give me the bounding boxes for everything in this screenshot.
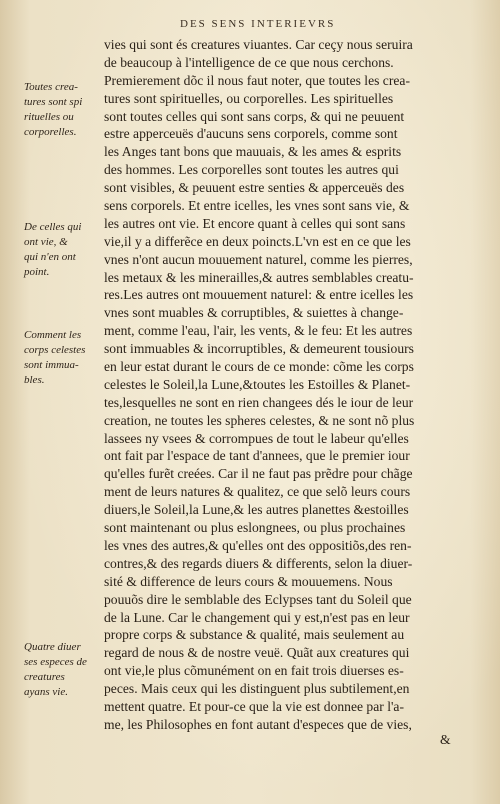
margin-note-line: Comment les [24, 329, 82, 341]
margin-note-quatre-diuerses [24, 640, 104, 700]
text-line: pouuõs dire le semblable des Eclypses tant du Soleil que [104, 591, 412, 607]
margin-note-line: tures sont spi [24, 96, 83, 108]
margin-note-line: creatures [24, 671, 65, 683]
text-line: vie,il y a differẽce en deux poincts.L'vn est en ce que les [104, 233, 411, 249]
text-line: celestes le Soleil,la Lune,&toutes les Estoilles & Planet- [104, 376, 411, 392]
text-line: me, les Philosophes en font autant d'especes que de vies, [104, 716, 412, 732]
text-line: les metaux & les minerailles,& autres semblables creatu- [104, 269, 414, 285]
text-line: regard de nous & de nostre veuë. Quãt aux creatures qui [104, 645, 410, 661]
main-text-block [104, 36, 460, 734]
margin-note-line: rituelles ou [24, 111, 74, 123]
text-line: propre corps & substance & qualité, mais seulement au [104, 627, 405, 643]
text-line: creation, ne toutes les spheres celestes, & ne sont nõ plus [104, 412, 415, 428]
text-line: les vnes des autres,& qu'elles ont des oppositiõs,des ren- [104, 537, 412, 553]
margin-note-line: bles. [24, 374, 45, 386]
text-line: tes,lesquelles ne sont en rien changees dés le iour de leur [104, 394, 414, 410]
text-line: ont vie,le plus cõmunément on en fait trois diuerses es- [104, 663, 404, 679]
text-line: sont visibles, & peuuent estre senties & apperceuës des [104, 180, 405, 196]
margin-note-line: Toutes crea- [24, 81, 78, 93]
text-line: ment, comme l'eau, l'air, les vents, & le feu: Et les autres [104, 323, 413, 339]
margin-note-line: corporelles. [24, 126, 77, 138]
catchword: & [440, 732, 451, 747]
text-line: qu'elles furẽt creées. Car il ne faut pas prẽdre pour chãge [104, 466, 413, 482]
text-line: vnes sont muables & corruptibles, & suiettes à change- [104, 305, 404, 321]
running-header: DES SENS INTERIEVRS [180, 18, 336, 30]
text-line: peces. Mais ceux qui les distinguent plus subtilement,en [104, 681, 410, 697]
text-line: vies qui sont és creatures viuantes. Car ceçy nous seruira [104, 37, 413, 52]
margin-note-line: ont vie, & [24, 236, 68, 248]
margin-note-toutes-creatures [24, 80, 104, 140]
text-line: estre apperceuës d'aucuns sens corporels, comme sont [104, 126, 398, 142]
text-line: de la Lune. Car le changement qui y est,n'est pas en leur [104, 609, 410, 625]
text-line: les Anges tant bons que mauuais, & les ames & esprits [104, 144, 402, 160]
text-line: diuers,le Soleil,la Lune,& les autres planettes &estoilles [104, 502, 409, 518]
text-line: res.Les autres ont mouuement naturel: & entre icelles les [104, 287, 414, 303]
text-line: tures sont spirituelles, ou corporelles. Les spirituelles [104, 90, 394, 106]
margin-note-line: ayans vie. [24, 686, 68, 698]
margin-note-line: corps celestes [24, 344, 86, 356]
text-line: vnes n'ont aucun mouuement naturel, comme les pierres, [104, 251, 413, 267]
text-line: ment de leurs natures & qualitez, ce que selõ leurs cours [104, 484, 411, 500]
text-line: sont toutes celles qui sont sans corps, & qui ne peuuent [104, 108, 405, 124]
text-line: lassees ny vsees & corrompues de tout le labeur qu'elles [104, 430, 409, 446]
margin-note-line: sont immua- [24, 359, 79, 371]
text-line: des hommes. Les corporelles sont toutes les autres qui [104, 162, 399, 178]
text-line: sité & difference de leurs cours & mouuemens. Nous [104, 573, 393, 589]
margin-note-line: point. [24, 266, 50, 278]
margin-note-line: qui n'en ont [24, 251, 76, 263]
margin-note-de-celles [24, 220, 104, 280]
text-line: contres,& des regards diuers & differents, selon la diuer- [104, 555, 413, 571]
text-line: sens corporels. Et entre icelles, les vnes sont sans vie, & [104, 198, 410, 214]
text-line: mettent quatre. Et pour-ce que la vie est donnee par l'a- [104, 698, 404, 714]
text-line: sont immuables & incorruptibles, & demeurent tousiours [104, 341, 414, 357]
text-line: en leur estat durant le cours de ce monde: cõme les corps [104, 359, 414, 375]
text-line: ont fait par l'espace de tant d'annees, que le premier iour [104, 448, 410, 464]
text-line: Premierement dõc il nous faut noter, que toutes les crea- [104, 72, 410, 88]
margin-note-line: Quatre diuer [24, 641, 81, 653]
text-line: sont maintenant ou plus eslongnees, ou plus prochaines [104, 520, 406, 536]
margin-note-comment-corps [24, 328, 104, 388]
margin-note-line: ses especes de [24, 656, 87, 668]
text-line: les autres ont vie. Et encore quant à celles qui sont sans [104, 215, 406, 231]
text-line: de beaucoup à l'intelligence de ce que nous cerchons. [104, 54, 394, 70]
margin-note-line: De celles qui [24, 221, 82, 233]
